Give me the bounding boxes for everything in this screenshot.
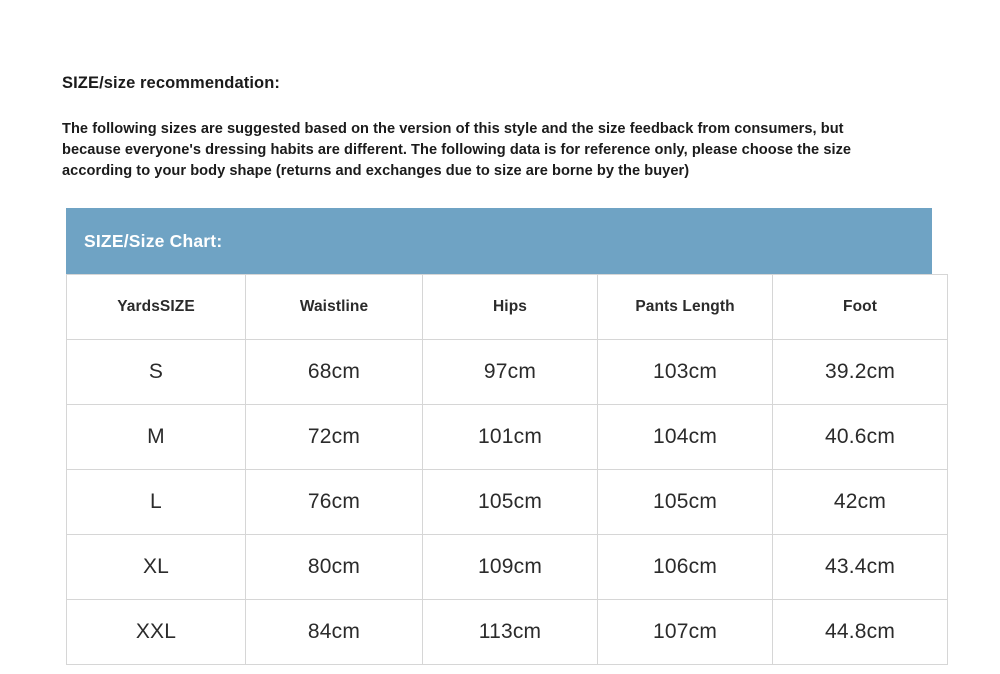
table-row [67, 405, 948, 470]
column-header-hips: Hips [423, 275, 598, 340]
cell-foot: 42cm [773, 470, 948, 535]
size-table [66, 274, 948, 665]
cell-waistline: 84cm [246, 600, 423, 665]
cell-size: L [67, 470, 246, 535]
column-header-foot: Foot [773, 275, 948, 340]
table-row [67, 340, 948, 405]
cell-pants-length: 106cm [598, 535, 773, 600]
cell-waistline: 76cm [246, 470, 423, 535]
cell-foot: 39.2cm [773, 340, 948, 405]
column-header-pants-length: Pants Length [598, 275, 773, 340]
column-header-waistline: Waistline [246, 275, 423, 340]
cell-pants-length: 105cm [598, 470, 773, 535]
cell-size: S [67, 340, 246, 405]
cell-pants-length: 104cm [598, 405, 773, 470]
cell-hips: 97cm [423, 340, 598, 405]
cell-foot: 43.4cm [773, 535, 948, 600]
cell-size: M [67, 405, 246, 470]
size-chart-title: SIZE/Size Chart: [84, 230, 223, 251]
table-header-row [67, 275, 948, 340]
cell-hips: 113cm [423, 600, 598, 665]
cell-hips: 101cm [423, 405, 598, 470]
table-row [67, 600, 948, 665]
table-row [67, 470, 948, 535]
cell-foot: 44.8cm [773, 600, 948, 665]
cell-pants-length: 103cm [598, 340, 773, 405]
table-row [67, 535, 948, 600]
column-header-yardssize: YardsSIZE [67, 275, 246, 340]
cell-size: XL [67, 535, 246, 600]
size-chart-section [66, 208, 932, 665]
cell-waistline: 72cm [246, 405, 423, 470]
size-chart-title-bar [66, 208, 932, 274]
page-title: SIZE/size recommendation: [62, 74, 280, 92]
cell-waistline: 80cm [246, 535, 423, 600]
cell-hips: 105cm [423, 470, 598, 535]
intro-paragraph: The following sizes are suggested based on the version of this style and the size feedback from consumers, but because everyone's dressing habits are different. The following data is for reference only, please choose the size according to your body shape (returns and exchanges due to size are borne by the buyer) [62, 121, 852, 179]
cell-waistline: 68cm [246, 340, 423, 405]
cell-size: XXL [67, 600, 246, 665]
cell-pants-length: 107cm [598, 600, 773, 665]
cell-foot: 40.6cm [773, 405, 948, 470]
cell-hips: 109cm [423, 535, 598, 600]
